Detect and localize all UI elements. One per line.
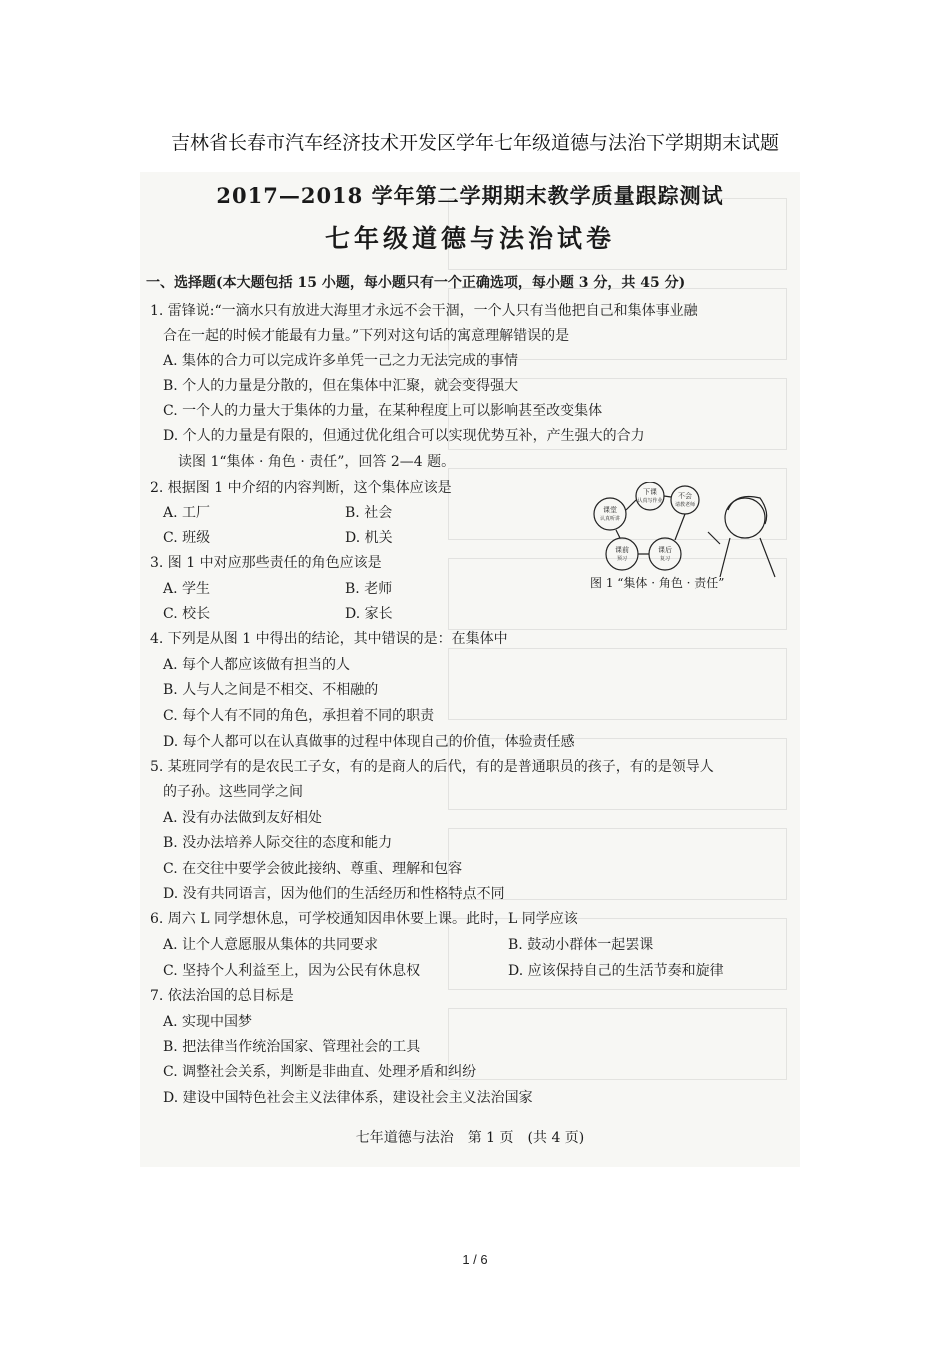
q4-stem: 4. 下列是从图 1 中得出的结论，其中错误的是：在集体中 (150, 631, 508, 647)
q1-stem-line1: 1. 雷锋说:“一滴水只有放进大海里才永远不会干涸，一个人只有当他把自己和集体事业融 (150, 303, 698, 319)
q7-option-a: A. 实现中国梦 (163, 1014, 253, 1030)
q6-option-c: C. 坚持个人利益至上，因为公民有休息权 (163, 963, 421, 979)
q5-option-a: A. 没有办法做到友好相处 (163, 810, 323, 826)
q7-option-c: C. 调整社会关系，判断是非曲直、处理矛盾和纠纷 (163, 1064, 477, 1080)
q4-option-b: B. 人与人之间是不相交、不相融的 (163, 682, 379, 698)
figure-caption: 图 1 “集体 · 角色 · 责任” (590, 576, 725, 590)
section-heading: 一、选择题(本大题包括 15 小题，每小题只有一个正确选项，每小题 3 分，共 45 分) (146, 275, 686, 291)
q2-option-b: B. 社会 (345, 505, 393, 521)
exam-page-footer: 七年道德与法治 第 1 页 (共 4 页) (355, 1130, 585, 1146)
q5-option-c: C. 在交往中要学会彼此接纳、尊重、理解和包容 (163, 861, 463, 877)
q1-stem-line2: 合在一起的时候才能最有力量。”下列对这句话的寓意理解错误的是 (163, 328, 570, 344)
q7-option-b: B. 把法律当作统治国家、管理社会的工具 (163, 1039, 421, 1055)
figure-node-before-class (606, 538, 638, 570)
q6-option-a: A. 让个人意愿服从集体的共同要求 (163, 937, 379, 953)
figure-node-after-class (636, 482, 664, 510)
figure-label-2: 不会 (678, 492, 692, 500)
figure-label-1: 下课 (643, 488, 657, 496)
reading-instruction: 读图 1“集体 · 角色 · 责任”，回答 2—4 题。 (178, 454, 456, 470)
q3-option-a: A. 学生 (163, 581, 211, 597)
figure-node-classroom (594, 498, 626, 530)
figure-sub-3: 认真听讲 (599, 516, 621, 522)
figure-sub-5: 复习 (659, 556, 671, 562)
q4-option-d: D. 每个人都可以在认真做事的过程中体现自己的价值，体验责任感 (163, 734, 575, 750)
q5-stem-line2: 的子孙。这些同学之间 (163, 784, 303, 800)
q1-option-d: D. 个人的力量是有限的，但通过优化组合可以实现优势互补，产生强大的合力 (163, 428, 645, 444)
q4-option-a: A. 每个人都应该做有担当的人 (163, 657, 351, 673)
document-title: 吉林省长春市汽车经济技术开发区学年七年级道德与法治下学期期末试题 (170, 132, 779, 154)
q4-option-c: C. 每个人有不同的角色，承担着不同的职责 (163, 708, 435, 724)
q5-option-b: B. 没办法培养人际交往的态度和能力 (163, 835, 393, 851)
figure-node-unknown (671, 486, 699, 514)
figure-label-5: 课后 (658, 546, 672, 554)
q1-option-b: B. 个人的力量是分散的，但在集体中汇聚，就会变得强大 (163, 378, 519, 394)
q6-stem: 6. 周六 L 同学想休息，可学校通知因串休要上课。此时，L 同学应该 (150, 911, 578, 927)
page-number: 1 / 6 (462, 1252, 488, 1267)
figure-sub-4: 预习 (616, 556, 628, 562)
q6-option-d: D. 应该保持自己的生活节奏和旋律 (508, 963, 724, 979)
q7-stem: 7. 依法治国的总目标是 (150, 988, 294, 1004)
q5-option-d: D. 没有共同语言，因为他们的生活经历和性格特点不同 (163, 886, 505, 902)
q3-option-c: C. 校长 (163, 606, 211, 622)
figure-sub-2: 请教老师 (674, 502, 696, 508)
q6-option-b: B. 鼓动小群体一起罢课 (508, 937, 654, 953)
exam-heading: 2017—2018 学年第二学期期末教学质量跟踪测试 (216, 183, 724, 208)
q2-option-a: A. 工厂 (163, 505, 211, 521)
exam-subject-heading: 七年级道德与法治试卷 (324, 224, 615, 253)
figure-node-after-school (649, 538, 681, 570)
q3-stem: 3. 图 1 中对应那些责任的角色应该是 (150, 555, 382, 571)
figure-label-4: 课前 (615, 546, 629, 554)
q1-option-c: C. 一个人的力量大于集体的力量，在某种程度上可以影响甚至改变集体 (163, 403, 603, 419)
q2-stem: 2. 根据图 1 中介绍的内容判断，这个集体应该是 (150, 480, 452, 496)
q3-option-d: D. 家长 (345, 606, 393, 622)
q2-option-c: C. 班级 (163, 530, 211, 546)
figure-label-3: 课堂 (603, 506, 617, 514)
q7-option-d: D. 建设中国特色社会主义法律体系，建设社会主义法治国家 (163, 1090, 533, 1106)
q1-option-a: A. 集体的合力可以完成许多单凭一己之力无法完成的事情 (163, 353, 519, 369)
figure-sub-1: 认真写作业 (637, 498, 663, 504)
q5-stem-line1: 5. 某班同学有的是农民工子女，有的是商人的后代，有的是普通职员的孩子，有的是领导人 (150, 759, 714, 775)
q3-option-b: B. 老师 (345, 581, 393, 597)
q2-option-d: D. 机关 (345, 530, 393, 546)
